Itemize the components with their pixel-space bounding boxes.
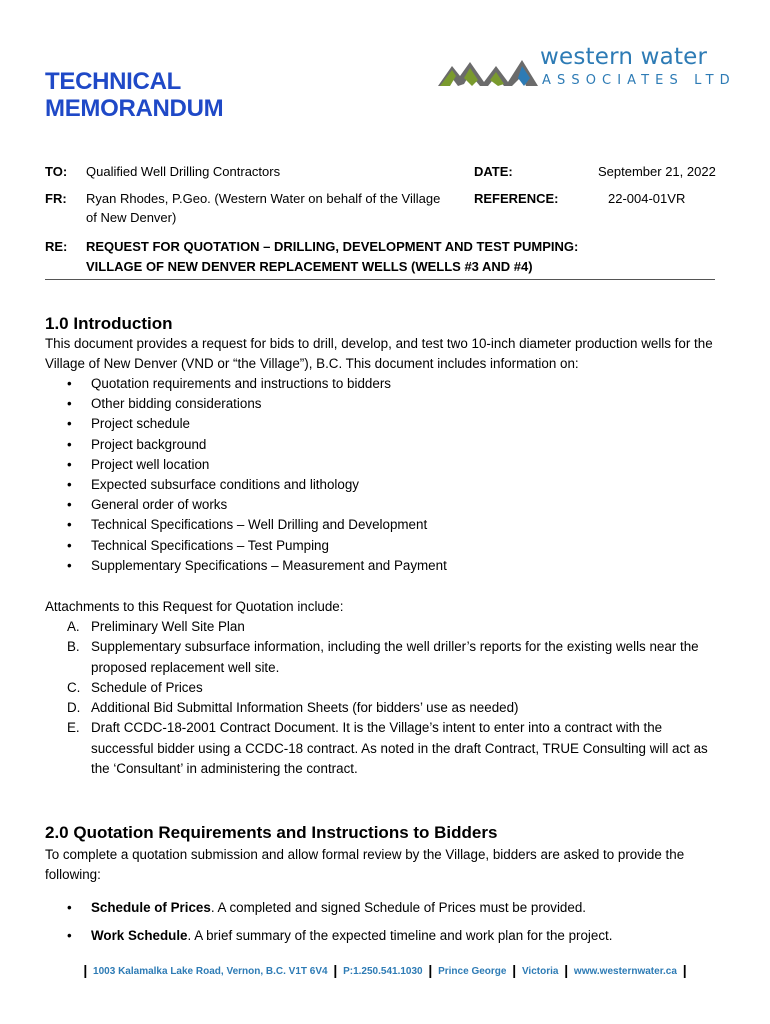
attachment-text: Additional Bid Submittal Information Sheets (for bidders’ use as needed): [91, 700, 519, 716]
date-value: September 21, 2022: [598, 164, 716, 179]
attachment-letter: E.: [67, 720, 80, 736]
footer-separator: |: [682, 962, 687, 978]
footer-address: 1003 Kalamalka Lake Road, Vernon, B.C. V1T 6V4: [93, 966, 328, 977]
list-item: • Project schedule: [62, 414, 447, 434]
section-1-intro: This document provides a request for bids to drill, develop, and test two 10-inch diameter production wells for the Village of New Denver (VND or “the Village”), B.C. This document includes information on:: [45, 336, 713, 372]
attachments-intro: Attachments to this Request for Quotation include:: [45, 599, 344, 614]
company-logo: [438, 44, 736, 96]
re-value-line2: VILLAGE OF NEW DENVER REPLACEMENT WELLS (WELLS #3 AND #4): [86, 259, 533, 274]
reference-label: REFERENCE:: [474, 191, 559, 206]
attachment-text: Schedule of Prices: [91, 679, 203, 695]
footer-website-link[interactable]: www.westernwater.ca: [573, 966, 677, 977]
list-item: • Quotation requirements and instructions to bidders: [62, 374, 447, 394]
attachment-letter: D.: [67, 700, 81, 716]
list-item: • Other bidding considerations: [62, 394, 447, 414]
from-value-line1: Ryan Rhodes, P.Geo. (Western Water on behalf of the Village: [86, 191, 441, 206]
requirement-item: [62, 898, 586, 918]
attachments-list: [62, 617, 718, 779]
to-value: Qualified Well Drilling Contractors: [86, 164, 281, 179]
footer-phone: P:1.250.541.1030: [343, 966, 423, 977]
list-item: • Project background: [62, 435, 447, 455]
requirement-title: Schedule of Prices: [91, 900, 211, 915]
footer-separator: |: [333, 962, 338, 978]
footer-separator: |: [428, 962, 433, 978]
requirement-item: [62, 926, 613, 946]
attachment-letter: C.: [67, 679, 81, 695]
attachment-item: [62, 617, 718, 637]
re-value-line1: REQUEST FOR QUOTATION – DRILLING, DEVELOPMENT AND TEST PUMPING:: [86, 239, 579, 254]
list-item: • Project well location: [62, 455, 447, 475]
footer-separator: |: [83, 962, 88, 978]
page-footer: [0, 961, 770, 977]
attachment-text: Preliminary Well Site Plan: [91, 619, 245, 634]
list-item: • General order of works: [62, 495, 447, 515]
footer-office-victoria: Victoria: [521, 966, 559, 977]
section-1-heading: 1.0 Introduction: [45, 314, 173, 333]
requirement-text: . A completed and signed Schedule of Prices must be provided.: [210, 900, 586, 915]
requirement-text: . A brief summary of the expected timeline and work plan for the project.: [187, 928, 613, 943]
date-label: DATE:: [474, 164, 513, 179]
attachment-letter: A.: [67, 619, 80, 634]
from-value-line2: of New Denver): [86, 210, 177, 225]
from-label: FR:: [45, 191, 67, 206]
re-label: RE:: [45, 239, 68, 254]
list-item: • Supplementary Specifications – Measurement and Payment: [62, 556, 447, 576]
header-divider: [45, 279, 715, 280]
to-label: TO:: [45, 164, 68, 179]
footer-office-prince-george: Prince George: [438, 966, 507, 977]
section-2-intro: To complete a quotation submission and allow formal review by the Village, bidders are asked to provide the following:: [45, 847, 685, 883]
footer-separator: |: [512, 962, 517, 978]
attachment-item: [62, 678, 718, 698]
attachment-item: [62, 698, 718, 718]
info-bullet-list: [62, 374, 447, 576]
bullet-icon: •: [67, 928, 72, 943]
logo-subtitle: ASSOCIATES LTD: [542, 73, 736, 88]
list-item: • Expected subsurface conditions and lithology: [62, 475, 447, 495]
attachment-letter: B.: [67, 639, 80, 655]
mountain-logo-icon: [438, 52, 538, 92]
section-2-heading: 2.0 Quotation Requirements and Instructions to Bidders: [45, 823, 498, 842]
attachment-text: Supplementary subsurface information, including the well driller’s reports for the existing wells near the proposed replacement well site.: [91, 639, 699, 675]
attachment-item: [62, 718, 718, 779]
footer-separator: |: [564, 962, 569, 978]
bullet-icon: •: [67, 900, 72, 915]
attachment-item: [62, 637, 718, 678]
logo-wordmark: western water: [540, 44, 708, 70]
list-item: • Technical Specifications – Test Pumping: [62, 536, 447, 556]
memo-title-line2: MEMORANDUM: [45, 95, 224, 122]
memo-title: [45, 68, 223, 122]
requirement-title: Work Schedule: [91, 928, 188, 943]
list-item: • Technical Specifications – Well Drilling and Development: [62, 515, 447, 535]
attachment-text: Draft CCDC-18-2001 Contract Document. It is the Village’s intent to enter into a contract with the successful bidder using a CCDC-18 contract. As noted in the draft Contract, TRUE Consulting will act as the ‘Consultant’ in administering the contract.: [91, 720, 708, 777]
reference-value: 22-004-01VR: [608, 191, 686, 206]
memo-title-line1: TECHNICAL: [45, 68, 181, 95]
